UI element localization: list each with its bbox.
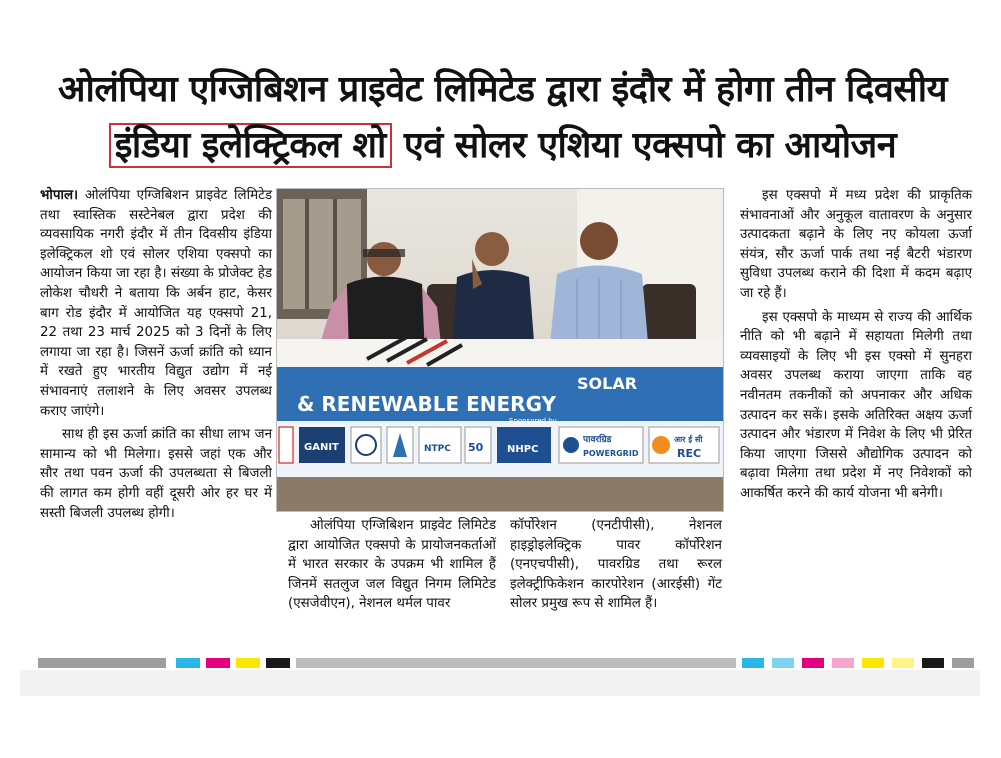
logo-rec-hindi: आर ई सी: [674, 435, 703, 444]
color-bar-gray-long: [296, 658, 736, 668]
sponsored-by-label: Sponsored by: [509, 417, 557, 425]
banner-text-solar: SOLAR: [577, 374, 638, 393]
color-swatch-magenta-2: [802, 658, 824, 668]
color-swatch-light-cyan: [772, 658, 794, 668]
logo-nhpc: NHPC: [507, 444, 539, 455]
press-conference-photo: [276, 188, 724, 512]
color-swatch-yellow: [236, 658, 260, 668]
color-swatch-yellow-2: [862, 658, 884, 668]
article-paragraph: ओलंपिया एग्जिबिशन प्राइवेट लिमिटेड द्वारा आयोजित एक्सपो के प्रायोजनकर्ताओं में भारत सरकार के उपक्रम भी शामिल हैं जिनमें सतलुज जल विद्युत निगम लिमिटेड (एसजेवीएन), नेशनल थर्मल पावर: [288, 518, 496, 612]
color-bar-gray: [38, 658, 166, 668]
logo-50: 50: [468, 441, 484, 454]
article-paragraph: इस एक्सपो में मध्य प्रदेश की प्राकृतिक संभावनाओं और अनुकूल वातावरण के अनुसार उत्पादकता बढ़ाने के लिए नए कोयला ऊर्जा संयंत्र, सौर ऊर्जा पार्क तथा नई बैटरी भंडारण सुविधा उपलब्ध कराने की दिशा में कदम बढ़ाए जा रहे हैं।: [740, 188, 972, 301]
page-footer-strip: [20, 670, 980, 696]
article-column-3: [510, 516, 722, 618]
article-column-2: [288, 516, 496, 618]
article-text: ओलंपिया एग्जिबिशन प्राइवेट लिमिटेड तथा स्वास्तिक सस्टेनेबल द्वारा प्रदेश की व्यवसायिक नगरी इंदौर में तीन दिवसीय इंडिया इलेक्ट्रिकल शो एवं सोलर एशिया एक्सपो का आयोजन किया जा रहा है। संख्या के प्रोजेक्ट हेड लोकेश चौधरी ने बताया कि अर्बन हाट, केसर बाग रोड इंदौर में आयोजित यह एक्सपो 21, 22 तथा 23 मार्च 2025 को 3 दिनों के लिए लगाया जा रहा है। जिसनें ऊर्जा क्रांति को ध्यान में रखते हुए भारतीय विद्युत उद्योग में नई संभावनाएं तलाशने के लिए अवसर उपलब्ध कराए जाएंगे।: [40, 188, 272, 419]
color-swatch-magenta: [206, 658, 230, 668]
banner-text-renewable: & RENEWABLE ENERGY: [297, 392, 557, 416]
article-paragraph: [40, 186, 272, 421]
dateline: भोपाल।: [40, 188, 79, 203]
logo-ganit: GANIT: [304, 442, 339, 453]
color-swatch-light-magenta: [832, 658, 854, 668]
color-swatch-cyan: [176, 658, 200, 668]
headline-line-2-rest: एवं सोलर एशिया एक्सपो का आयोजन: [403, 125, 897, 166]
logo-powergrid: POWERGRID: [583, 449, 639, 458]
color-swatch-black: [266, 658, 290, 668]
photo-illustration: [277, 189, 723, 511]
logo-rec: REC: [677, 447, 702, 460]
color-swatch-black-2: [922, 658, 944, 668]
headline-line-1: ओलंपिया एग्जिबिशन प्राइवेट लिमिटेड द्वारा इंदौर में होगा तीन दिवसीय: [58, 69, 947, 110]
color-swatch-cyan-2: [742, 658, 764, 668]
article-paragraph: इस एक्सपो के माध्यम से राज्य की आर्थिक नीति को भी बढ़ाने में सहायता मिलेगी तथा व्यवसाइयों के लिए भी इस एक्सो में सुनहरा अवसर उपलब्ध कराया जाएगा ताकि वह नवीनतम तकनीकों को अपनाकर और अधिक उत्पादन कर सकें। इसके अतिरिक्त अक्षय ऊर्जा उत्पादन और भंडारण में निवेश के लिए भी प्रेरित किया जाएगा जिससे औद्योगिक उत्पादन को बढ़ावा मिलेगा तथा प्रदेश में नए निवेशकों को आकर्षित करने की कार्य योजना भी बनेगी।: [740, 309, 972, 501]
article-column-4: [740, 186, 972, 508]
logo-ntpc: NTPC: [424, 444, 451, 454]
headline-line-2: [30, 124, 975, 168]
article-column-1: [40, 186, 272, 527]
color-swatch-light-yellow: [892, 658, 914, 668]
color-swatch-gray: [952, 658, 974, 668]
headline-boxed-phrase: इंडिया इलेक्ट्रिकल शो: [109, 123, 392, 168]
article-paragraph: कॉर्पोरेशन (एनटीपीसी), नेशनल हाइड्रोइलेक्ट्रिक पावर कॉर्पोरेशन (एनएचपीसी), पावरग्रिड तथा रूरल इलेक्ट्रीफिकेशन कारपोरेशन (आरईसी) गेंट सोलर प्रमुख रूप से शामिल हैं।: [510, 518, 722, 612]
article-paragraph: साथ ही इस ऊर्जा क्रांति का सीधा लाभ जन सामान्य को भी मिलेगा। इससे जहां एक और सौर तथा पवन ऊर्जा की उपलब्धता से बिजली की लागत कम होगी वहीं दूसरी ओर हर घर में सस्ती बिजली उपलब्ध होगी।: [40, 427, 272, 521]
logo-powergrid-hindi: पावरग्रिड: [583, 435, 612, 445]
